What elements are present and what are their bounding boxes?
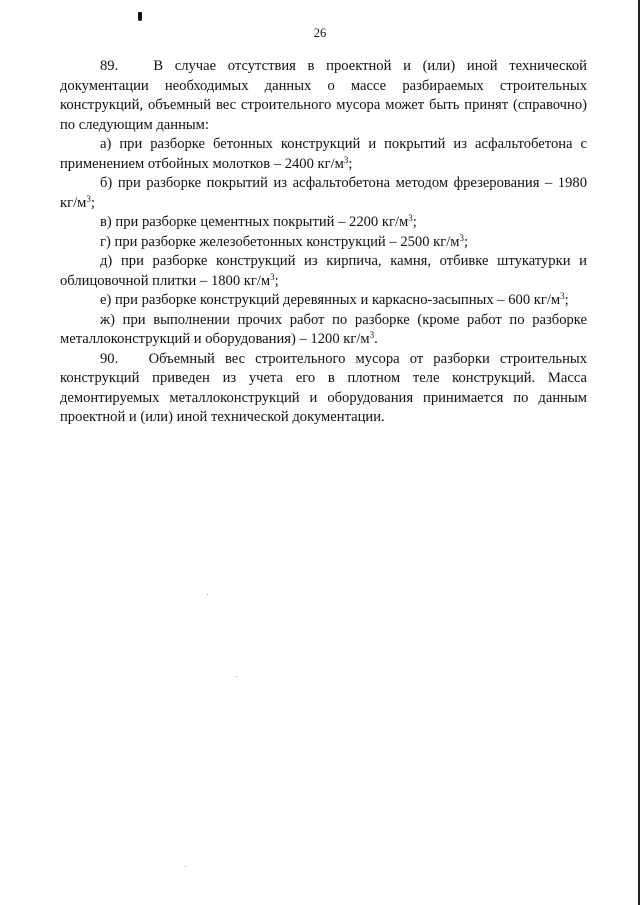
page-number: 26 (313, 26, 327, 40)
item-text: при разборке покрытий из асфальтобетона методом фрезерования – 1980 кг/м (60, 175, 587, 211)
superscript: 3 (270, 271, 275, 282)
superscript: 3 (86, 193, 91, 204)
item-end: ; (412, 214, 417, 230)
paragraph-text: В случае отсутствия в проектной и (или) иной технической документации необходимых данных о массе разбираемых строительных конструкций, объемный вес строительного мусора может быть принят (справочно) по следующим данным: (60, 58, 587, 133)
item-prefix: ж) (100, 311, 115, 328)
superscript: 3 (369, 330, 375, 340)
list-item-d (60, 252, 587, 291)
item-prefix: в) (100, 214, 112, 230)
paragraph-89 (60, 57, 587, 135)
item-end: ; (274, 272, 279, 289)
item-end: ; (564, 292, 569, 308)
ink-mark (138, 12, 142, 21)
superscript: 3 (560, 291, 565, 301)
item-text: при разборке конструкций из кирпича, камня, отбивке штукатурки и облицовочной плитки – 1800 кг/м (60, 253, 587, 289)
superscript: 3 (459, 232, 465, 243)
item-end: ; (464, 233, 469, 250)
paragraph-number: 90. (100, 350, 119, 367)
superscript: 3 (408, 213, 413, 223)
paragraph-text: Объемный вес строительного мусора от разборки строительных конструкций приведен из учета его в плотном теле конструкций. Масса демонтируемых металлоконструкций и оборудования принимается по данным проектной и (или) иной технической документации. (60, 350, 587, 425)
paragraph-90 (60, 350, 587, 428)
item-text: при разборке цементных покрытий – 2200 кг/м (115, 214, 409, 230)
scan-speck (236, 676, 237, 677)
item-text: при выполнении прочих работ по разборке (кроме работ по разборке металлоконструкций и оборудования) – 1200 кг/м (60, 311, 587, 347)
item-end: . (374, 331, 378, 347)
document-body (60, 57, 587, 428)
list-item-b-line (60, 174, 587, 213)
item-prefix: е) (100, 292, 112, 308)
list-item-e (60, 291, 587, 311)
list-item-v (60, 213, 587, 233)
item-prefix: д) (100, 253, 113, 269)
list-item-g (60, 233, 587, 253)
item-prefix: а) (100, 136, 112, 152)
item-text: при разборке конструкций деревянных и каркасно-засыпных – 600 кг/м (115, 292, 561, 308)
item-end: ; (348, 155, 353, 172)
item-text: при разборке бетонных конструкций и покрытий из асфальтобетона с применением отбойных молотков – 2400 кг/м (60, 136, 587, 172)
list-item-a (60, 135, 587, 174)
superscript: 3 (343, 154, 349, 165)
item-end: ; (90, 194, 95, 211)
scan-speck (185, 866, 186, 867)
list-item-zh (60, 311, 587, 350)
item-text: при разборке железобетонных конструкций – 2500 кг/м (114, 233, 460, 250)
paragraph-number: 89. (100, 58, 119, 74)
item-prefix: г) (100, 233, 111, 250)
item-prefix: б) (100, 175, 113, 191)
scan-speck (207, 594, 208, 595)
